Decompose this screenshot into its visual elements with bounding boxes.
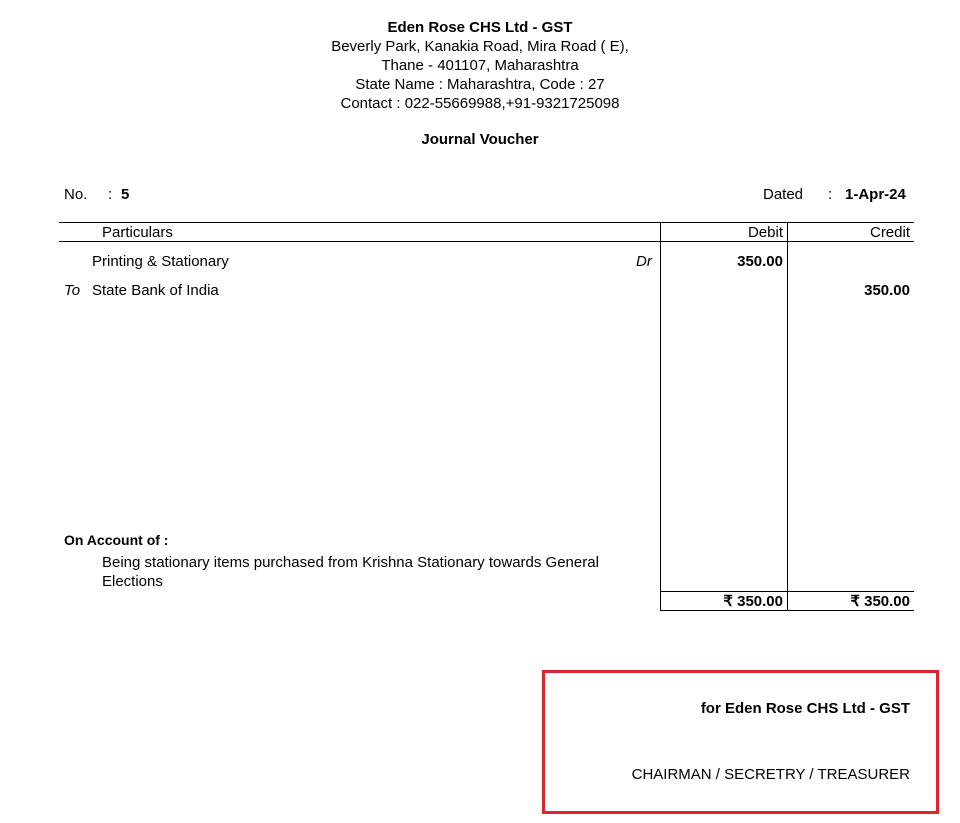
table-divider-debit: [660, 222, 661, 611]
narration-line1: Being stationary items purchased from Krishna Stationary towards General: [102, 554, 599, 571]
header-debit: Debit: [747, 224, 783, 241]
voucher-dated-value: 1-Apr-24: [845, 186, 906, 203]
narration-label: On Account of :: [64, 532, 169, 548]
signature-for-company: for Eden Rose CHS Ltd - GST: [700, 700, 910, 717]
company-address-line2: Thane - 401107, Maharashtra: [381, 57, 579, 74]
row-1-account: Printing & Stationary: [92, 253, 229, 270]
voucher-dated-sep: :: [828, 186, 833, 203]
row-2-account: State Bank of India: [92, 282, 219, 299]
table-divider-credit: [787, 222, 788, 611]
signature-designation: CHAIRMAN / SECRETRY / TREASURER: [631, 766, 910, 783]
voucher-no-value: 5: [121, 186, 130, 203]
header-credit: Credit: [869, 224, 910, 241]
table-header-rule: [59, 241, 914, 242]
total-credit: ₹ 350.00: [850, 593, 910, 610]
table-total-bottom-rule: [660, 610, 914, 611]
header-particulars: Particulars: [102, 224, 173, 241]
table-top-rule-left: [59, 222, 344, 223]
voucher-dated-label: Dated: [763, 186, 804, 203]
row-2-credit: 350.00: [864, 282, 910, 299]
company-address-line1: Beverly Park, Kanakia Road, Mira Road ( E),: [331, 38, 629, 55]
voucher-title: Journal Voucher: [421, 131, 539, 148]
voucher-no-label: No.: [64, 186, 88, 203]
narration-line2: Elections: [102, 573, 163, 590]
table-top-rule-right: [344, 222, 914, 223]
row-1-marker: Dr: [636, 253, 652, 270]
row-2-prefix: To: [64, 282, 81, 299]
company-state: State Name : Maharashtra, Code : 27: [355, 76, 605, 93]
row-1-debit: 350.00: [737, 253, 783, 270]
total-debit: ₹ 350.00: [723, 593, 783, 610]
company-name: Eden Rose CHS Ltd - GST: [387, 19, 573, 36]
voucher-no-sep: :: [108, 186, 113, 203]
company-contact: Contact : 022-55669988,+91-9321725098: [340, 95, 620, 112]
signature-box: [542, 670, 939, 814]
